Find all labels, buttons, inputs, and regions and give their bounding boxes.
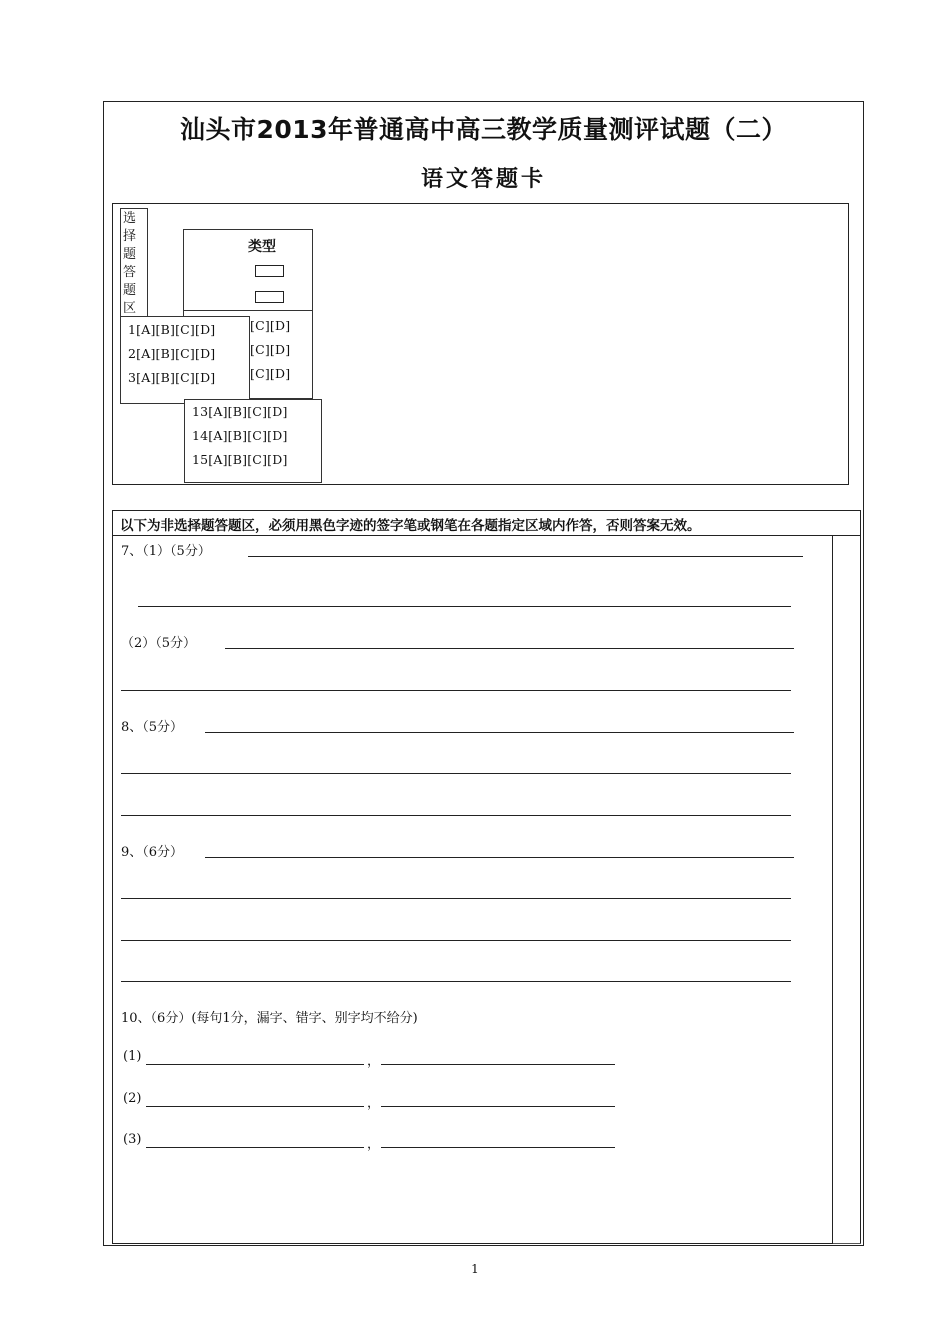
nonchoice-answer-area	[112, 536, 833, 1244]
choice-row[interactable]: [C][D]	[250, 342, 291, 357]
page-number: 1	[471, 1262, 479, 1276]
answer-line[interactable]	[146, 1147, 364, 1148]
page-title: 汕头市2013年普通高中高三教学质量测评试题（二）	[179, 115, 788, 144]
choice-row[interactable]: 14[A][B][C][D]	[192, 428, 288, 443]
q10-item-3-label: (3)	[123, 1132, 142, 1147]
page-subtitle: 语文答题卡	[420, 167, 546, 192]
choice-row[interactable]: 15[A][B][C][D]	[192, 452, 288, 467]
answer-line[interactable]	[381, 1106, 615, 1107]
q10-separator: ，	[367, 1137, 381, 1152]
paper-type-option-b[interactable]	[255, 291, 284, 303]
answer-line[interactable]	[205, 857, 794, 858]
choice-row[interactable]: 3[A][B][C][D]	[128, 370, 216, 385]
answer-line[interactable]	[121, 898, 791, 899]
choice-row[interactable]: [C][D]	[250, 318, 291, 333]
answer-line[interactable]	[381, 1147, 615, 1148]
q10-item-2-label: (2)	[123, 1091, 142, 1106]
q10-label: 10、（6分）(每句1分，漏字、错字、别字均不给分)	[121, 1011, 418, 1026]
paper-type-divider	[183, 310, 313, 311]
q10-item-1-label: (1)	[123, 1049, 142, 1064]
choice-row[interactable]: 1[A][B][C][D]	[128, 322, 216, 337]
answer-line[interactable]	[121, 981, 791, 982]
answer-line[interactable]	[225, 648, 794, 649]
q9-label: 9、（6分）	[121, 845, 184, 860]
choice-row[interactable]: 2[A][B][C][D]	[128, 346, 216, 361]
paper-type-option-a[interactable]	[255, 265, 284, 277]
choice-row[interactable]: 13[A][B][C][D]	[192, 404, 288, 419]
answer-line[interactable]	[121, 815, 791, 816]
margin-column	[833, 536, 861, 1244]
answer-line[interactable]	[248, 556, 803, 557]
answer-line[interactable]	[381, 1064, 615, 1065]
answer-line[interactable]	[138, 606, 791, 607]
answer-line[interactable]	[146, 1064, 364, 1065]
margin-base-line	[833, 1243, 861, 1244]
q7-part1-label: 7、（1）（5分）	[121, 544, 211, 559]
q8-label: 8、（5分）	[121, 720, 184, 735]
nonchoice-instructions: 以下为非选择题答题区，必须用黑色字迹的签字笔或钢笔在各题指定区域内作答，否则答案无效。	[120, 518, 701, 534]
answer-line[interactable]	[146, 1106, 364, 1107]
answer-line[interactable]	[121, 940, 791, 941]
choice-area-label: 选择题答题区	[123, 211, 137, 316]
answer-line[interactable]	[121, 690, 791, 691]
paper-type-label: 类型	[248, 239, 276, 255]
answer-line[interactable]	[121, 773, 791, 774]
q10-separator: ，	[367, 1096, 381, 1111]
q10-separator: ，	[367, 1054, 381, 1069]
choice-row[interactable]: [C][D]	[250, 366, 291, 381]
answer-line[interactable]	[205, 732, 794, 733]
q7-part2-label: （2）（5分）	[121, 636, 197, 651]
